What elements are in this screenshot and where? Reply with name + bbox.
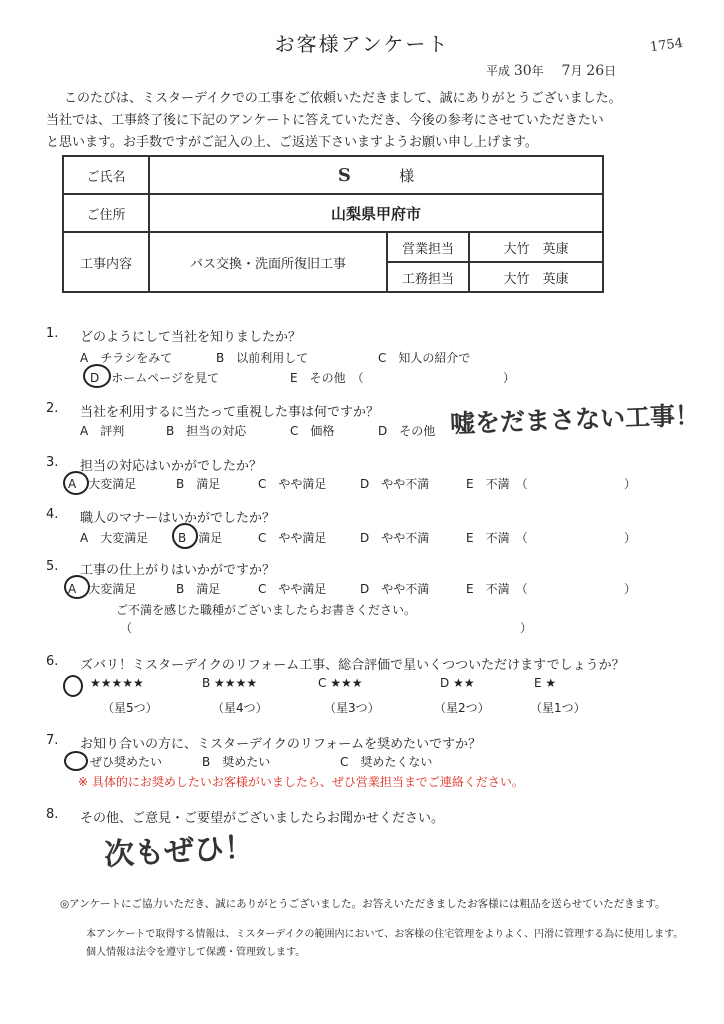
q6-text: ズバリ！ミスターデイクのリフォーム工事、総合評価で星いくつついただけますでしょうか？ [80, 658, 625, 673]
work-label: 工事内容 [63, 232, 149, 292]
q5-option-e: E 不満 （ [466, 582, 528, 596]
q1-text: どのようにして当社を知りましたか？ [80, 330, 302, 345]
q3-option-c: C やや満足 [258, 477, 327, 491]
q5-option-close: ） [624, 582, 637, 596]
footer-line-1: 本アンケートで取得する情報は、ミスターデイクの範囲内において、お客様の住宅管理をよりよく、円滑に管理する為に使用します。 [86, 929, 684, 940]
q5-option-b: B 満足 [176, 582, 221, 596]
q6-label-e: （星1つ） [530, 701, 586, 715]
q5-option-d: D やや不満 [360, 582, 430, 596]
q1-option-b: B 以前利用して [216, 351, 309, 365]
q5-sub-text: ご不満を感じた職種がございましたらお書きください。 [116, 603, 417, 617]
q6-option-d: D ★★ [440, 676, 475, 690]
q6-answer-circle [63, 675, 83, 697]
date-day: 26 [586, 63, 605, 79]
q1-option-e: E その他 （ [290, 371, 364, 385]
q6-number: 6. [46, 654, 59, 669]
q5-sub-close: ） [520, 621, 533, 635]
name-cell [149, 156, 603, 194]
q1-option-d: D ホームページを見て [90, 371, 220, 385]
q3-text: 担当の対応はいかがでしたか？ [80, 459, 263, 474]
q8-number: 8. [46, 807, 59, 822]
q2-text: 当社を利用するに当たって重視した事は何ですか？ [80, 405, 380, 420]
page-title: お客様アンケート [274, 32, 450, 56]
q4-option-d: D やや不満 [360, 531, 430, 545]
q6-label-b: （星4つ） [212, 701, 268, 715]
q8-handwritten-answer: 次もぜひ！ [103, 830, 255, 873]
date-year: 30 [513, 63, 532, 79]
q3-number: 3. [46, 455, 59, 470]
name-suffix: 様 [399, 166, 415, 185]
intro-line-2: 当社では、工事終了後に下記のアンケートに答えていただき、今後の参考にさせていただきたい [46, 113, 604, 128]
date-month: 7 [561, 63, 571, 79]
q3-option-e: E 不満 （ [466, 477, 528, 491]
customer-info-table [62, 155, 604, 293]
engineer-value: 大竹 英康 [469, 262, 603, 292]
q3-option-d: D やや不満 [360, 477, 430, 491]
q4-option-close: ） [624, 531, 637, 545]
q7-answer-circle [64, 751, 88, 771]
q8-text: その他、ご意見・ご要望がございましたらお聞かせください。 [80, 811, 445, 826]
name-value: S [337, 164, 351, 186]
q2-option-d: D その他 [378, 424, 436, 438]
q6-option-e: E ★ [534, 676, 557, 690]
q5-text: 工事の仕上がりはいかがですか？ [80, 563, 276, 578]
q4-option-e: E 不満 （ [466, 531, 528, 545]
q7-option-b: B 奨めたい [202, 755, 271, 769]
thanks-line: ◎アンケートにご協力いただき、誠にありがとうございました。お答えいただきましたお客様には粗品を送らせていただきます。 [60, 898, 666, 910]
q1-option-a: A チラシをみて [80, 351, 173, 365]
q6-option-a: ★★★★★ [90, 676, 144, 690]
sales-label: 営業担当 [387, 232, 469, 262]
q6-label-c: （星3つ） [324, 701, 380, 715]
corner-number: 1754 [649, 35, 684, 56]
q4-option-c: C やや満足 [258, 531, 327, 545]
q5-sub-open: （ [120, 621, 133, 635]
intro-line-3: と思います。お手数ですがご記入の上、ご返送下さいますようお願い申し上げます。 [46, 135, 538, 150]
q2-number: 2. [46, 401, 59, 416]
name-label: ご氏名 [63, 156, 149, 194]
q3-option-b: B 満足 [176, 477, 221, 491]
date-prefix: 平成 [486, 64, 511, 78]
q7-number: 7. [46, 733, 59, 748]
intro-line-1: このたびは、ミスターデイクでの工事をご依頼いただきまして、誠にありがとうございました。 [64, 91, 622, 106]
q7-note: ※ 具体的にお奨めしたいお客様がいましたら、ぜひ営業担当までご連絡ください。 [78, 775, 524, 789]
engineer-label: 工務担当 [387, 262, 469, 292]
q4-option-b: B 満足 [178, 531, 223, 545]
q4-number: 4. [46, 507, 59, 522]
q5-option-a: A 大変満足 [68, 582, 137, 596]
q7-option-c: C 奨めたくない [340, 755, 433, 769]
q5-number: 5. [46, 559, 59, 574]
q6-option-c: C ★★★ [318, 676, 363, 690]
address-label: ご住所 [63, 194, 149, 232]
q7-text: お知り合いの方に、ミスターデイクのリフォームを奨めたいですか？ [80, 737, 482, 752]
date-line [486, 62, 616, 79]
address-value: 山梨県甲府市 [149, 194, 603, 232]
q3-option-close: ） [624, 477, 637, 491]
date-day-unit: 日 [604, 64, 617, 78]
q7-option-a: ぜひ奨めたい [90, 755, 163, 769]
q2-option-c: C 価格 [290, 424, 335, 438]
q2-option-a: A 評判 [80, 424, 125, 438]
sales-value: 大竹 英康 [469, 232, 603, 262]
date-year-unit: 年 [531, 64, 544, 78]
q1-option-c: C 知人の紹介で [378, 351, 471, 365]
q4-text: 職人のマナーはいかがでしたか？ [80, 511, 276, 526]
q6-label-a: （星5つ） [102, 701, 158, 715]
q1-option-close: ） [503, 371, 516, 385]
q2-handwritten-answer: 嘘をだまさない工事！ [449, 400, 701, 439]
footer-line-2: 個人情報は法令を遵守して保護・管理致します。 [86, 947, 306, 958]
q1-number: 1. [46, 326, 59, 341]
q2-option-b: B 担当の対応 [166, 424, 247, 438]
work-value: バス交換・洗面所復旧工事 [149, 232, 387, 292]
q5-option-c: C やや満足 [258, 582, 327, 596]
date-month-unit: 月 [570, 64, 583, 78]
q4-option-a: A 大変満足 [80, 531, 149, 545]
q6-option-b: B ★★★★ [202, 676, 258, 690]
q3-option-a: A 大変満足 [68, 477, 137, 491]
q6-label-d: （星2つ） [434, 701, 490, 715]
